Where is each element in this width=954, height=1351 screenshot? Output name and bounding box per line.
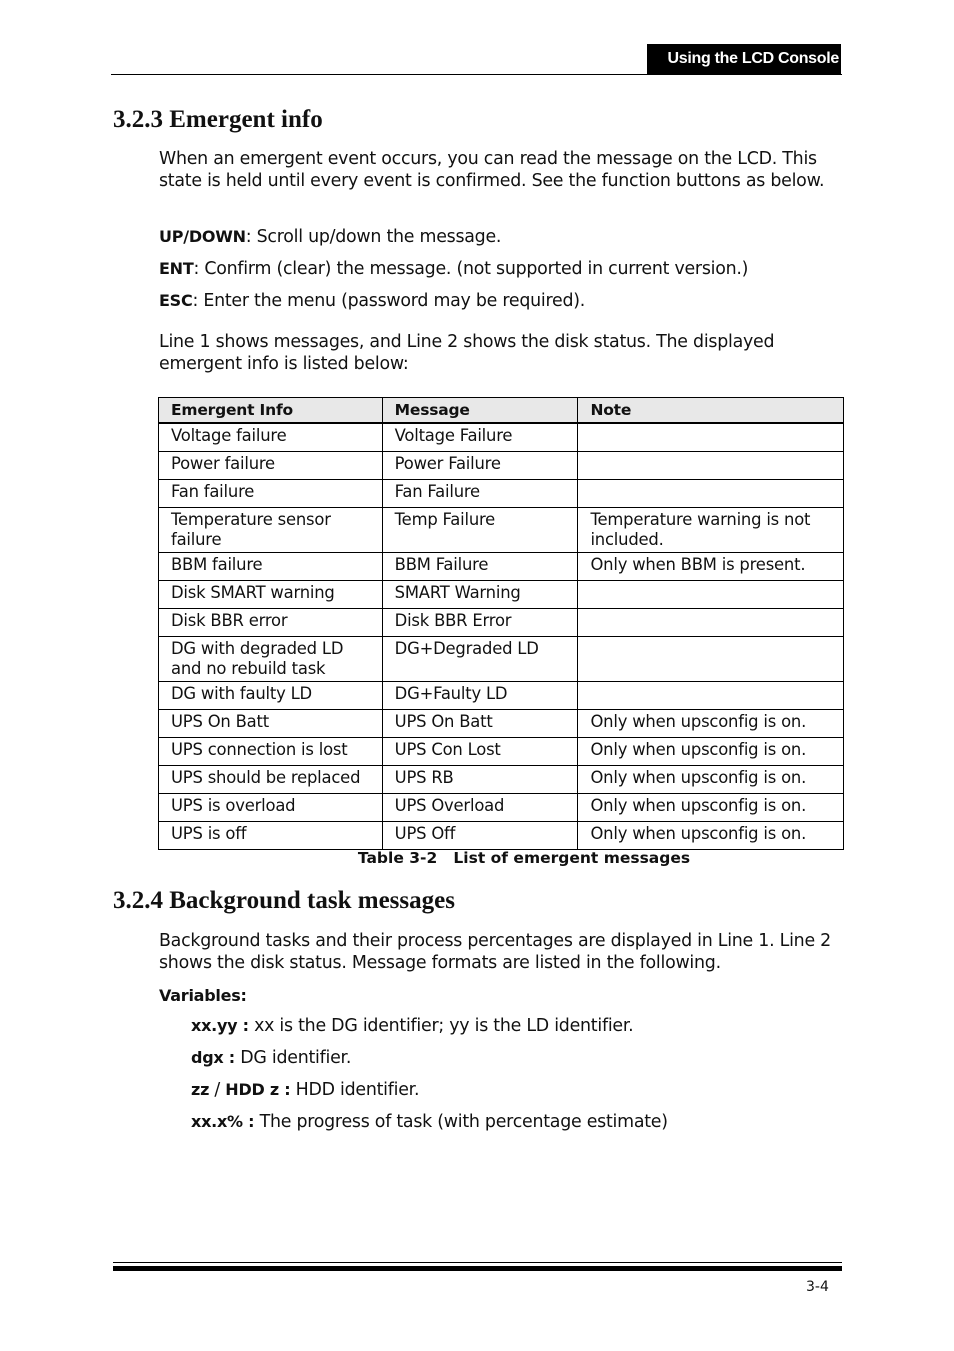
variable-desc: HDD identifier. <box>290 1080 420 1100</box>
lines-info-paragraph: Line 1 shows messages, and Line 2 shows the disk status. The displayed emergent info is listed below: <box>159 332 775 374</box>
table-row <box>159 581 844 609</box>
table-cell <box>578 609 844 637</box>
table-row <box>159 553 844 581</box>
table-row <box>159 508 844 553</box>
table-cell: UPS Con Lost <box>382 738 578 766</box>
variable-desc: xx is the DG identifier; yy is the LD identifier. <box>248 1016 634 1036</box>
variables-label-text: Variables: <box>159 986 247 1005</box>
key-term: ENT <box>159 259 194 278</box>
table-cell: UPS is overload <box>159 794 383 822</box>
table-cell <box>578 452 844 480</box>
table-cell: SMART Warning <box>382 581 578 609</box>
table-row <box>159 766 844 794</box>
page-number: 3-4 <box>806 1279 829 1295</box>
table-row <box>159 710 844 738</box>
table-row <box>159 609 844 637</box>
table-cell: Temp Failure <box>382 508 578 553</box>
table-row <box>159 822 844 850</box>
table-cell: Fan failure <box>159 480 383 508</box>
table-row <box>159 424 844 452</box>
table-cell: DG with degraded LD and no rebuild task <box>159 637 383 682</box>
variable-item <box>191 1112 668 1132</box>
column-header: Note <box>578 398 844 423</box>
table-cell: Temperature warning is not included. <box>578 508 844 553</box>
table-cell: Only when upsconfig is on. <box>578 822 844 850</box>
table-cell: BBM Failure <box>382 553 578 581</box>
table-cell: UPS RB <box>382 766 578 794</box>
chapter-header-tab: Using the LCD Console <box>647 44 841 74</box>
emergent-messages-table <box>158 397 844 850</box>
table-cell: Disk BBR Error <box>382 609 578 637</box>
table-cell: UPS is off <box>159 822 383 850</box>
table-cell: DG+Degraded LD <box>382 637 578 682</box>
variable-item <box>191 1048 351 1068</box>
table-cell: UPS Overload <box>382 794 578 822</box>
key-esc-line <box>159 290 849 312</box>
emergent-intro-paragraph: When an emergent event occurs, you can read the message on the LCD. This state is held until every event is confirmed. See the function buttons as below. <box>159 149 825 191</box>
table-cell: Disk SMART warning <box>159 581 383 609</box>
table-cell <box>578 424 844 452</box>
table-cell: UPS On Batt <box>159 710 383 738</box>
table-cell: UPS connection is lost <box>159 738 383 766</box>
table-row <box>159 738 844 766</box>
table-cell: DG with faulty LD <box>159 682 383 710</box>
variable-term: xx.x% : <box>191 1112 255 1131</box>
table-cell: Only when upsconfig is on. <box>578 766 844 794</box>
table-cell <box>578 682 844 710</box>
background-intro-paragraph: Background tasks and their process percentages are displayed in Line 1. Line 2 shows the disk status. Message formats are listed in the following. <box>159 931 831 973</box>
key-desc: : Scroll up/down the message. <box>245 227 502 247</box>
variable-term: dgx : <box>191 1048 235 1067</box>
footer-rule-thin <box>113 1262 842 1263</box>
variable-item <box>191 1016 633 1036</box>
table-cell: DG+Faulty LD <box>382 682 578 710</box>
column-header: Emergent Info <box>159 398 383 423</box>
variables-label <box>159 985 849 1007</box>
table-caption: Table 3-2 List of emergent messages <box>357 849 691 867</box>
variable-item <box>191 1080 419 1100</box>
table-cell: Temperature sensor failure <box>159 508 383 553</box>
table-cell: Disk BBR error <box>159 609 383 637</box>
header-rule <box>111 74 842 75</box>
table-cell: Power failure <box>159 452 383 480</box>
variable-term: HDD z : <box>225 1080 291 1099</box>
table-row <box>159 637 844 682</box>
table-header-row <box>159 398 844 423</box>
table-cell: Voltage Failure <box>382 424 578 452</box>
variable-separator: / <box>209 1080 226 1100</box>
table-row <box>159 480 844 508</box>
table-cell: Only when upsconfig is on. <box>578 794 844 822</box>
variable-desc: DG identifier. <box>234 1048 352 1068</box>
table-cell: UPS On Batt <box>382 710 578 738</box>
table-cell: Power Failure <box>382 452 578 480</box>
variable-desc: The progress of task (with percentage estimate) <box>254 1112 668 1132</box>
key-desc: : Enter the menu (password may be required). <box>192 291 586 311</box>
table-cell: Only when upsconfig is on. <box>578 738 844 766</box>
table-cell: Only when BBM is present. <box>578 553 844 581</box>
table-cell <box>578 581 844 609</box>
table-row <box>159 682 844 710</box>
section-heading-emergent-info: 3.2.3 Emergent info <box>113 106 323 133</box>
table-cell: UPS should be replaced <box>159 766 383 794</box>
table-cell <box>578 637 844 682</box>
column-header: Message <box>382 398 578 423</box>
key-desc: : Confirm (clear) the message. (not supported in current version.) <box>193 259 749 279</box>
variable-term: zz <box>191 1080 210 1099</box>
table-cell: Voltage failure <box>159 424 383 452</box>
key-updown-line <box>159 226 849 248</box>
key-term: UP/DOWN <box>159 227 246 246</box>
table-row <box>159 794 844 822</box>
table-cell: Only when upsconfig is on. <box>578 710 844 738</box>
section-heading-background-task: 3.2.4 Background task messages <box>113 887 455 914</box>
variable-term: xx.yy : <box>191 1016 249 1035</box>
table-cell <box>578 480 844 508</box>
table-cell: UPS Off <box>382 822 578 850</box>
footer-rule-thick <box>113 1266 842 1271</box>
table-cell: Fan Failure <box>382 480 578 508</box>
table-cell: BBM failure <box>159 553 383 581</box>
key-ent-line <box>159 258 849 280</box>
table-row <box>159 452 844 480</box>
key-term: ESC <box>159 291 193 310</box>
